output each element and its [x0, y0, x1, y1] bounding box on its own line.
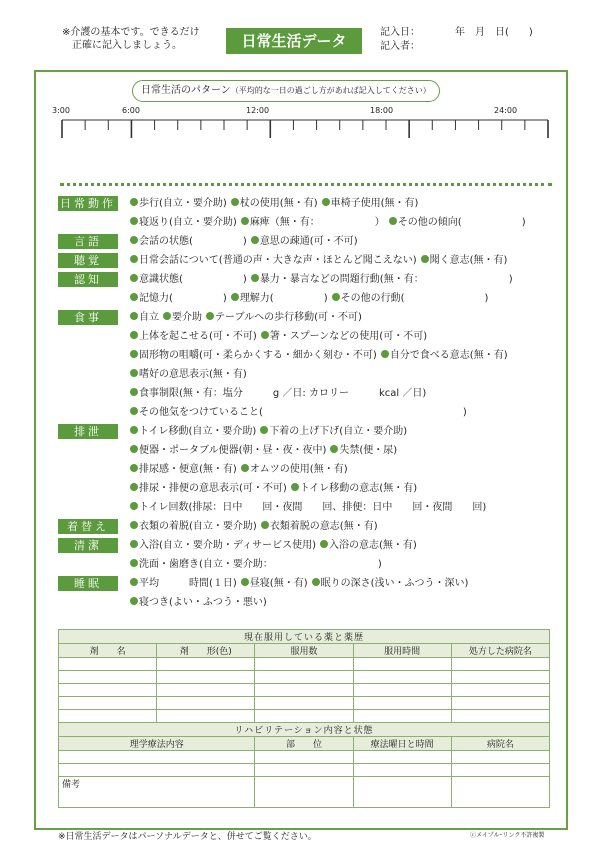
date-label: 記入日： — [380, 27, 420, 38]
checklist-item[interactable] — [389, 217, 526, 228]
checklist-item-text: 上体を起こせる(可・不可) — [139, 331, 257, 342]
bullet-icon — [130, 255, 138, 263]
medicine-header-time: 服用時間 — [353, 644, 451, 658]
bullet-icon — [130, 483, 138, 491]
category-row — [58, 232, 558, 251]
checklist-item-text: テーブルへの歩行移動(可・不可) — [215, 312, 362, 323]
checklist-item-text: 排尿・排便の意思表示(可・不可) — [139, 483, 287, 494]
bullet-icon — [241, 464, 249, 472]
category-row — [58, 574, 558, 593]
bullet-icon — [130, 597, 138, 605]
pattern-note: （平均的な一日の過ごし方があれば記入してください） — [230, 86, 431, 95]
checklist-item-text: トイレ回数(排尿：日中 回・夜間 回、排便：日中 回・夜間 回) — [139, 502, 487, 513]
bullet-icon — [381, 350, 389, 358]
bullet-icon — [330, 445, 338, 453]
checklist-item-text: 眠りの深さ(浅い・ふつう・深い) — [320, 578, 469, 589]
tick-label-6: 6:00 — [122, 106, 140, 115]
bullet-icon — [320, 540, 328, 548]
checklist-item[interactable] — [251, 236, 358, 247]
checklist-item-text: 嗜好の意思表示(無・有) — [139, 369, 247, 380]
bullet-icon — [130, 293, 138, 301]
checklist-item-text: その他の行動( ) — [340, 293, 489, 304]
bullet-icon — [241, 578, 249, 586]
checklist-item-text: 平均 時間(１日) — [139, 578, 237, 589]
checklist-item[interactable] — [130, 369, 247, 380]
checklist-item[interactable] — [130, 426, 256, 437]
rehab-header-content: 理学療法内容 — [59, 737, 255, 751]
checklist-item-text: 入浴の意志(無・有) — [329, 540, 417, 551]
bullet-icon — [130, 388, 138, 396]
checklist-item[interactable] — [322, 198, 419, 209]
checklist-item[interactable] — [130, 559, 382, 570]
bullet-icon — [251, 274, 259, 282]
checklist-item-text: 寝返り(自立・要介助) — [139, 217, 237, 228]
bullet-icon — [130, 464, 138, 472]
checklist-item-text: 失禁(便・尿) — [339, 445, 398, 456]
checklist-item-text: 排尿感・便意(無・有) — [139, 464, 237, 475]
bullet-icon — [332, 293, 340, 301]
category-row — [58, 498, 558, 517]
category-label: 日常動作 — [60, 197, 116, 210]
footer-note: ※日常生活データはパーソナルデータと、併せてご覧ください。 — [58, 832, 317, 842]
bullet-icon — [130, 198, 138, 206]
remarks-row[interactable] — [59, 777, 550, 808]
writer-label: 記入者： — [380, 41, 420, 52]
checklist-item[interactable] — [381, 350, 508, 361]
header-note — [62, 26, 200, 52]
category-row — [58, 213, 558, 232]
remarks-label: 備考 — [59, 777, 255, 808]
category-row — [58, 479, 558, 498]
checklist-item[interactable] — [130, 407, 467, 418]
table-row[interactable] — [59, 658, 550, 671]
checklist-item-text: 固形物の咀嚼(可・柔らかくする・細かく刻む・不可) — [139, 350, 377, 361]
table-row[interactable] — [59, 684, 550, 697]
checklist-item[interactable] — [130, 502, 486, 513]
table-row[interactable] — [59, 764, 550, 777]
bullet-icon — [130, 369, 138, 377]
checklist-item-text: 麻痺（無・有： ） — [249, 217, 385, 228]
category-label: 睡眠 — [58, 576, 118, 591]
checklist-item[interactable] — [261, 331, 427, 342]
checklist-item-text: 洗面・歯磨き(自立・要介助： ) — [139, 559, 382, 570]
bullet-icon — [130, 274, 138, 282]
checklist-item-text: 衣類の着脱(自立・要介助) — [139, 521, 257, 532]
rehab-header-hospital: 病院名 — [451, 737, 549, 751]
checklist-item[interactable] — [163, 312, 202, 323]
category-row — [58, 365, 558, 384]
checklist-item-text: 杖の使用(無・有) — [239, 198, 318, 209]
checklist-item[interactable] — [206, 312, 362, 323]
checklist-item-text: 意思の疎通(可・不可) — [259, 236, 358, 247]
checklist-item[interactable] — [312, 578, 469, 589]
timeline — [48, 106, 558, 142]
bullet-icon — [231, 293, 239, 301]
checklist-item[interactable] — [291, 483, 417, 494]
checklist-item-text: 寝つき(よい・ふつう・悪い) — [139, 597, 267, 608]
table-row[interactable] — [59, 671, 550, 684]
category-row — [58, 403, 558, 422]
medicine-title: 現在服用している薬と薬歴 — [59, 630, 550, 644]
bullet-icon — [130, 217, 138, 225]
checklist-item-text: 昼寝(無・有) — [249, 578, 308, 589]
checklist-item-text: 車椅子使用(無・有) — [330, 198, 419, 209]
category-row — [58, 384, 558, 403]
checklist-item-text: 食事制限(無・有：塩分 g ／日: カロリー kcal ／日) — [139, 388, 427, 399]
checklist-item-text: 下着の上げ下げ(自立・要介助) — [269, 426, 408, 437]
checklist-item-text: 要介助 — [172, 312, 202, 323]
bullet-icon — [130, 559, 138, 567]
category-row — [58, 536, 558, 555]
checklist-item[interactable] — [130, 198, 227, 209]
checklist-item[interactable] — [130, 521, 257, 532]
checklist-item-text: 自分で食べる意志(無・有) — [389, 350, 508, 361]
bullet-icon — [130, 445, 138, 453]
medicine-header-name: 剤 名 — [59, 644, 157, 658]
checklist-item-text: 日常会話について(普通の声・大きな声・ほとんど聞こえない) — [139, 255, 417, 266]
checklist-item[interactable] — [241, 578, 308, 589]
checklist-item[interactable] — [330, 445, 397, 456]
bullet-icon — [421, 255, 429, 263]
category-row — [58, 346, 558, 365]
checklist-item-text: 意識状態( ) — [139, 274, 247, 285]
category-row — [58, 289, 558, 308]
bullet-icon — [312, 578, 320, 586]
category-row — [58, 422, 558, 441]
bullet-icon — [291, 483, 299, 491]
checklist-item-text: 便器・ポータブル便器(朝・昼・夜・夜中) — [139, 445, 327, 456]
checklist-item-text: トイレ移動の意志(無・有) — [299, 483, 418, 494]
bullet-icon — [261, 521, 269, 529]
bullet-icon — [130, 312, 138, 320]
checklist-item[interactable] — [130, 331, 257, 342]
header-note-line1: ※介護の基本です。できるだけ — [62, 27, 200, 38]
checklist-item-text: その他気をつけていること( ) — [139, 407, 467, 418]
bullet-icon — [260, 426, 268, 434]
category-row — [58, 308, 558, 327]
bullet-icon — [231, 198, 239, 206]
bullet-icon — [130, 540, 138, 548]
category-label: 着替え — [58, 519, 118, 534]
checklist-item-text: 入浴(自立・要介助・ディサービス使用) — [139, 540, 317, 551]
category-row — [58, 251, 558, 270]
checklist-item-text: 歩行(自立・要介助) — [139, 198, 227, 209]
tick-label-18: 18:00 — [370, 106, 394, 115]
bullet-icon — [130, 350, 138, 358]
copyright: ⓒメイプル･リンク不許複製 — [470, 832, 545, 839]
tick-label-3: 3:00 — [52, 106, 70, 115]
checklist-item-text: 暴力・暴言などの問題行動(無・有： ) — [259, 274, 513, 285]
checklist-item[interactable] — [421, 255, 508, 266]
rehab-title: リハビリテーション内容と状態 — [59, 723, 550, 737]
checklist-item[interactable] — [251, 274, 513, 285]
bullet-icon — [130, 426, 138, 434]
medicine-header-dose: 服用数 — [255, 644, 353, 658]
category-row — [58, 327, 558, 346]
category-row — [58, 555, 558, 574]
tick-label-12: 12:00 — [246, 106, 270, 115]
category-label: 言語 — [58, 234, 118, 249]
bullet-icon — [322, 198, 330, 206]
bullet-icon — [130, 331, 138, 339]
checklist-item[interactable] — [241, 464, 348, 475]
checklist-item[interactable] — [130, 217, 237, 228]
checklist-item[interactable] — [260, 426, 407, 437]
pattern-label: 日常生活のパターン — [141, 85, 231, 96]
checklist-item[interactable] — [241, 217, 385, 228]
checklist-item[interactable] — [130, 540, 316, 551]
checklist-item[interactable] — [130, 578, 237, 589]
category-label: 清潔 — [58, 538, 118, 553]
checklist-item-text: その他の傾向( ) — [397, 217, 526, 228]
category-row — [58, 270, 558, 289]
checklist-item[interactable] — [261, 521, 378, 532]
checklist-item[interactable] — [130, 236, 247, 247]
checklist-item-text: オムツの使用(無・有) — [249, 464, 348, 475]
medicine-header-hospital: 処方した病院名 — [451, 644, 549, 658]
table-row[interactable] — [59, 697, 550, 710]
bullet-icon — [163, 312, 171, 320]
checklist-item-text: トイレ移動(自立・要介助) — [139, 426, 257, 437]
pattern-label-pill — [132, 80, 440, 102]
bullet-icon — [251, 236, 259, 244]
bullet-icon — [130, 502, 138, 510]
bullet-icon — [130, 521, 138, 529]
checklist-item[interactable] — [130, 274, 247, 285]
page-title: 日常生活データ — [226, 28, 362, 54]
checklist-item[interactable] — [130, 388, 426, 399]
category-row — [58, 593, 558, 612]
medicine-header-form: 剤 形(色) — [157, 644, 255, 658]
category-label: 食事 — [58, 310, 118, 325]
bullet-icon — [206, 312, 214, 320]
checklist-item[interactable] — [130, 312, 159, 323]
category-row — [58, 441, 558, 460]
header-note-line2: 正確に記入しましょう。 — [72, 40, 182, 51]
checklist-item-text: 記憶力( ) — [139, 293, 227, 304]
checklist-item[interactable] — [130, 445, 326, 456]
category-label: 聴覚 — [58, 253, 118, 268]
bullet-icon — [389, 217, 397, 225]
checklist-item-text: 会話の状態( ) — [139, 236, 247, 247]
checklist-item[interactable] — [130, 464, 237, 475]
checklist-item-text: 理解力( ) — [239, 293, 328, 304]
category-row — [58, 517, 558, 536]
rehab-header-part: 部 位 — [255, 737, 353, 751]
bullet-icon — [130, 236, 138, 244]
bullet-icon — [130, 407, 138, 415]
category-row — [58, 194, 558, 213]
date-fields[interactable]: 年 月 日( ) — [455, 27, 533, 38]
category-label: 認知 — [58, 272, 118, 287]
category-list — [58, 194, 558, 612]
checklist-item[interactable] — [231, 198, 318, 209]
rehab-header-schedule: 療法曜日と時間 — [353, 737, 451, 751]
dotted-divider — [60, 183, 552, 186]
checklist-item[interactable] — [130, 293, 227, 304]
checklist-item-text: 衣類着脱の意志(無・有) — [269, 521, 378, 532]
table-row[interactable] — [59, 710, 550, 723]
table-row[interactable] — [59, 751, 550, 764]
bullet-icon — [241, 217, 249, 225]
checklist-item[interactable] — [320, 540, 417, 551]
checklist-item[interactable] — [130, 597, 267, 608]
timeline-scale — [48, 116, 558, 142]
checklist-item-text: 聞く意志(無・有) — [429, 255, 508, 266]
checklist-item[interactable] — [130, 350, 377, 361]
checklist-item[interactable] — [130, 483, 287, 494]
checklist-item[interactable] — [231, 293, 328, 304]
category-row — [58, 460, 558, 479]
checklist-item[interactable] — [332, 293, 489, 304]
tick-label-24: 24:00 — [494, 106, 518, 115]
checklist-item-text: 自立 — [139, 312, 159, 323]
checklist-item[interactable] — [130, 255, 417, 266]
medicine-table — [58, 629, 550, 808]
bullet-icon — [261, 331, 269, 339]
checklist-item-text: 箸・スプーンなどの使用(可・不可) — [269, 331, 428, 342]
bullet-icon — [130, 578, 138, 586]
category-label: 排泄 — [58, 424, 118, 439]
